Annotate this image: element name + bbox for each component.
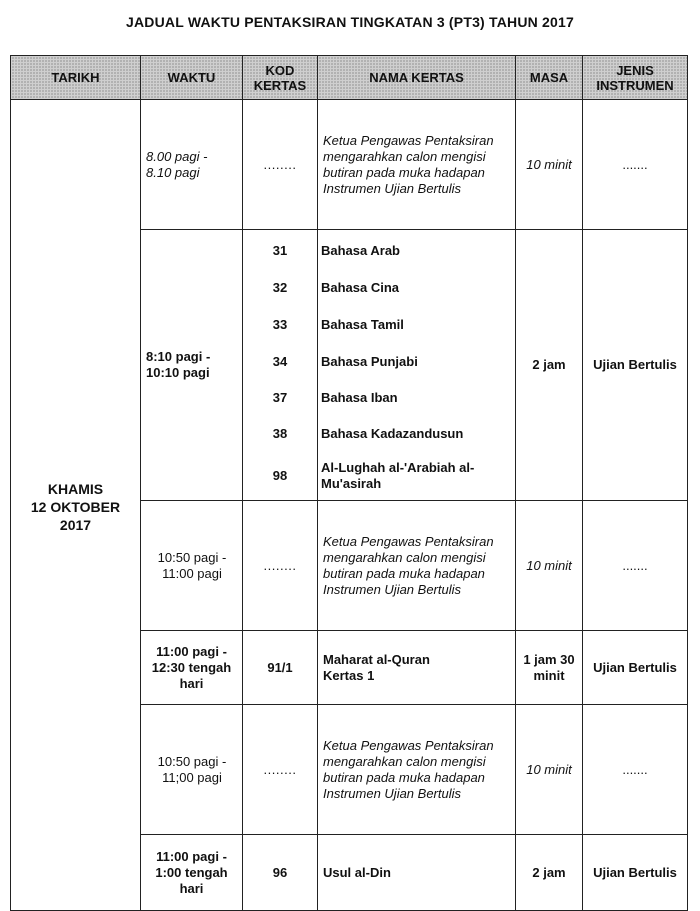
jenis-cell: ....... <box>583 501 688 631</box>
jenis-cell: Ujian Bertulis <box>583 230 688 501</box>
nama-item: Bahasa Iban <box>321 390 398 405</box>
masa-cell: 10 minit <box>516 501 583 631</box>
header-tarikh: TARIKH <box>11 56 141 100</box>
header-masa: MASA <box>516 56 583 100</box>
kod-cell: ........ <box>243 100 318 230</box>
kod-item: 98 <box>272 468 288 483</box>
jenis-cell: ....... <box>583 705 688 835</box>
kod-item: 37 <box>272 390 288 405</box>
kod-cell: 91/1 <box>243 631 318 705</box>
masa-cell: 2 jam <box>516 835 583 911</box>
nama-cell: Maharat al-Quran Kertas 1 <box>318 631 516 705</box>
kod-cell: 96 <box>243 835 318 911</box>
jenis-cell: Ujian Bertulis <box>583 835 688 911</box>
waktu-cell: 8:10 pagi - 10:10 pagi <box>141 230 243 501</box>
kod-item: 34 <box>272 353 288 369</box>
masa-cell: 1 jam 30 minit <box>516 631 583 705</box>
kod-item: 33 <box>272 316 288 332</box>
jenis-cell: ....... <box>583 100 688 230</box>
nama-item: Bahasa Punjabi <box>321 353 418 369</box>
nama-cell: Ketua Pengawas Pentaksiran mengarahkan calon mengisi butiran pada muka hadapan Instrumen Ujian Bertulis <box>318 100 516 230</box>
waktu-cell: 11:00 pagi - 12:30 tengah hari <box>141 631 243 705</box>
nama-cell: Ketua Pengawas Pentaksiran mengarahkan calon mengisi butiran pada muka hadapan Instrumen Ujian Bertulis <box>318 705 516 835</box>
header-nama-kertas: NAMA KERTAS <box>318 56 516 100</box>
tarikh-cell <box>11 100 141 911</box>
masa-cell: 10 minit <box>516 100 583 230</box>
masa-cell: 2 jam <box>516 230 583 501</box>
nama-item: Al-Lughah al-'Arabiah al-Mu'asirah <box>321 460 475 491</box>
kod-cell: ........ <box>243 501 318 631</box>
tarikh-day: KHAMIS <box>47 481 104 497</box>
nama-cell: Usul al-Din <box>318 835 516 911</box>
tarikh-year: 2017 <box>59 517 92 533</box>
header-waktu: WAKTU <box>141 56 243 100</box>
kod-cell: ........ <box>243 705 318 835</box>
header-kod-kertas: KOD KERTAS <box>243 56 318 100</box>
header-row <box>11 56 688 100</box>
tarikh-date: 12 OKTOBER <box>30 499 121 515</box>
waktu-cell: 10:50 pagi - 11:00 pagi <box>141 501 243 631</box>
nama-item: Bahasa Cina <box>321 279 400 295</box>
nama-cell: Ketua Pengawas Pentaksiran mengarahkan calon mengisi butiran pada muka hadapan Instrumen Ujian Bertulis <box>318 501 516 631</box>
kod-item: 38 <box>272 426 288 441</box>
jenis-cell: Ujian Bertulis <box>583 631 688 705</box>
page-title: JADUAL WAKTU PENTAKSIRAN TINGKATAN 3 (PT3) TAHUN 2017 <box>126 14 574 30</box>
nama-item: Bahasa Tamil <box>321 316 404 332</box>
waktu-cell: 8.00 pagi - 8.10 pagi <box>141 100 243 230</box>
nama-item: Bahasa Kadazandusun <box>321 426 464 441</box>
masa-cell: 10 minit <box>516 705 583 835</box>
table-row <box>11 100 688 230</box>
kod-item: 32 <box>272 279 288 295</box>
header-jenis-instrumen: JENIS INSTRUMEN <box>583 56 688 100</box>
kod-list-cell <box>243 230 318 501</box>
waktu-cell: 10:50 pagi - 11;00 pagi <box>141 705 243 835</box>
waktu-cell: 11:00 pagi - 1:00 tengah hari <box>141 835 243 911</box>
nama-list-cell <box>318 230 516 501</box>
nama-item: Bahasa Arab <box>321 242 400 258</box>
kod-item: 31 <box>272 242 288 258</box>
exam-timetable <box>10 55 688 911</box>
